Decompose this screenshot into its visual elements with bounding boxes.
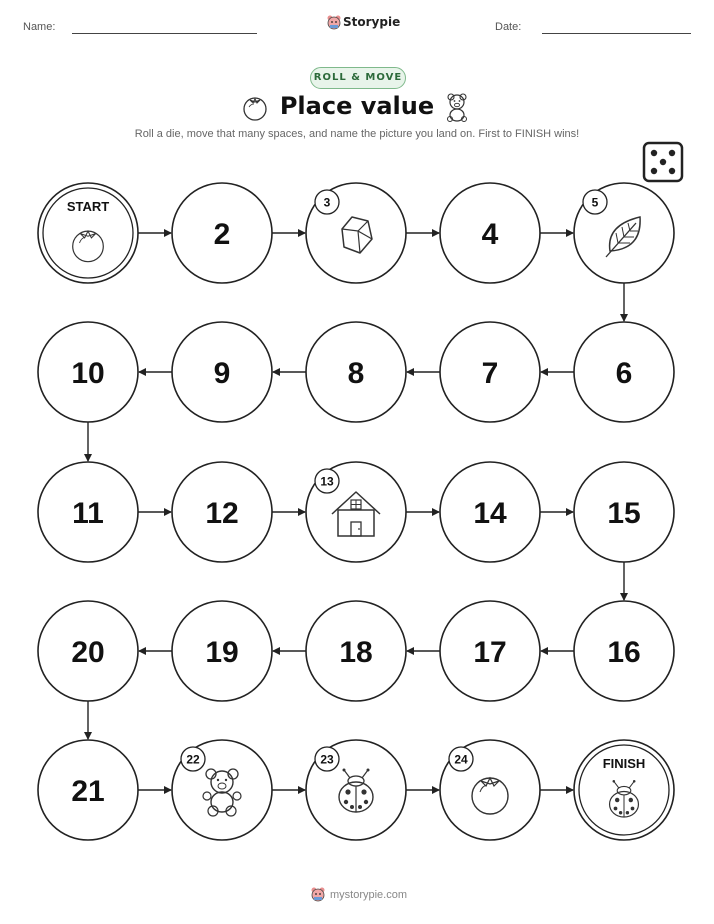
board-space-21[interactable]: [38, 740, 138, 840]
board-space-18[interactable]: [306, 601, 406, 701]
space-number: 10: [71, 357, 105, 390]
footer-site[interactable]: mystorypie.com: [330, 889, 408, 901]
board-space-22[interactable]: [172, 740, 272, 840]
board-space-25[interactable]: [574, 740, 674, 840]
board-space-1[interactable]: [38, 183, 138, 283]
start-label: START: [66, 199, 110, 214]
space-number: 7: [481, 357, 499, 390]
board-space-7[interactable]: [440, 322, 540, 422]
date-label: Date:: [495, 21, 522, 33]
board-space-14[interactable]: [440, 462, 540, 562]
board-space-8[interactable]: [306, 322, 406, 422]
board-space-10[interactable]: [38, 322, 138, 422]
space-number: 6: [615, 357, 633, 390]
name-label: Name:: [23, 21, 56, 33]
board-space-19[interactable]: [172, 601, 272, 701]
board-space-12[interactable]: [172, 462, 272, 562]
board-space-6[interactable]: [574, 322, 674, 422]
instructions: Roll a die, move that many spaces, and name the picture you land on. First to FINISH wins!: [134, 128, 580, 140]
space-number: 9: [213, 357, 231, 390]
board-space-20[interactable]: [38, 601, 138, 701]
board-space-9[interactable]: [172, 322, 272, 422]
space-number: 23: [320, 752, 334, 767]
board-space-4[interactable]: [440, 183, 540, 283]
space-number: 4: [481, 218, 499, 251]
page-title: Place value: [279, 92, 435, 120]
board-space-23[interactable]: [306, 740, 406, 840]
space-number: 21: [71, 775, 105, 808]
space-number: 16: [607, 636, 641, 669]
space-circle: [574, 740, 674, 840]
space-number: 12: [205, 497, 239, 530]
space-number: 11: [72, 497, 104, 530]
space-number: 13: [320, 474, 334, 489]
storypie-footer-logo-icon: [310, 886, 326, 902]
board-space-2[interactable]: [172, 183, 272, 283]
space-number: 3: [323, 195, 331, 210]
space-number: 18: [339, 636, 373, 669]
space-number: 8: [347, 357, 365, 390]
board-space-5[interactable]: [574, 183, 674, 283]
space-number: 2: [213, 218, 231, 251]
board-space-11[interactable]: [38, 462, 138, 562]
space-number: 17: [473, 636, 507, 669]
space-number: 22: [186, 752, 200, 767]
space-circle: [38, 183, 138, 283]
space-number: 19: [205, 636, 239, 669]
activity-badge: ROLL & MOVE: [310, 67, 406, 89]
space-number: 15: [607, 497, 641, 530]
space-number: 20: [71, 636, 105, 669]
board-space-24[interactable]: [440, 740, 540, 840]
space-number: 14: [473, 497, 507, 530]
brand-name: Storypie: [343, 15, 401, 29]
board-space-13[interactable]: [306, 462, 406, 562]
finish-label: FINISH: [602, 756, 646, 771]
board-space-17[interactable]: [440, 601, 540, 701]
space-number: 5: [591, 195, 599, 210]
board-space-3[interactable]: [306, 183, 406, 283]
space-number: 24: [454, 752, 468, 767]
board-space-15[interactable]: [574, 462, 674, 562]
board-space-16[interactable]: [574, 601, 674, 701]
